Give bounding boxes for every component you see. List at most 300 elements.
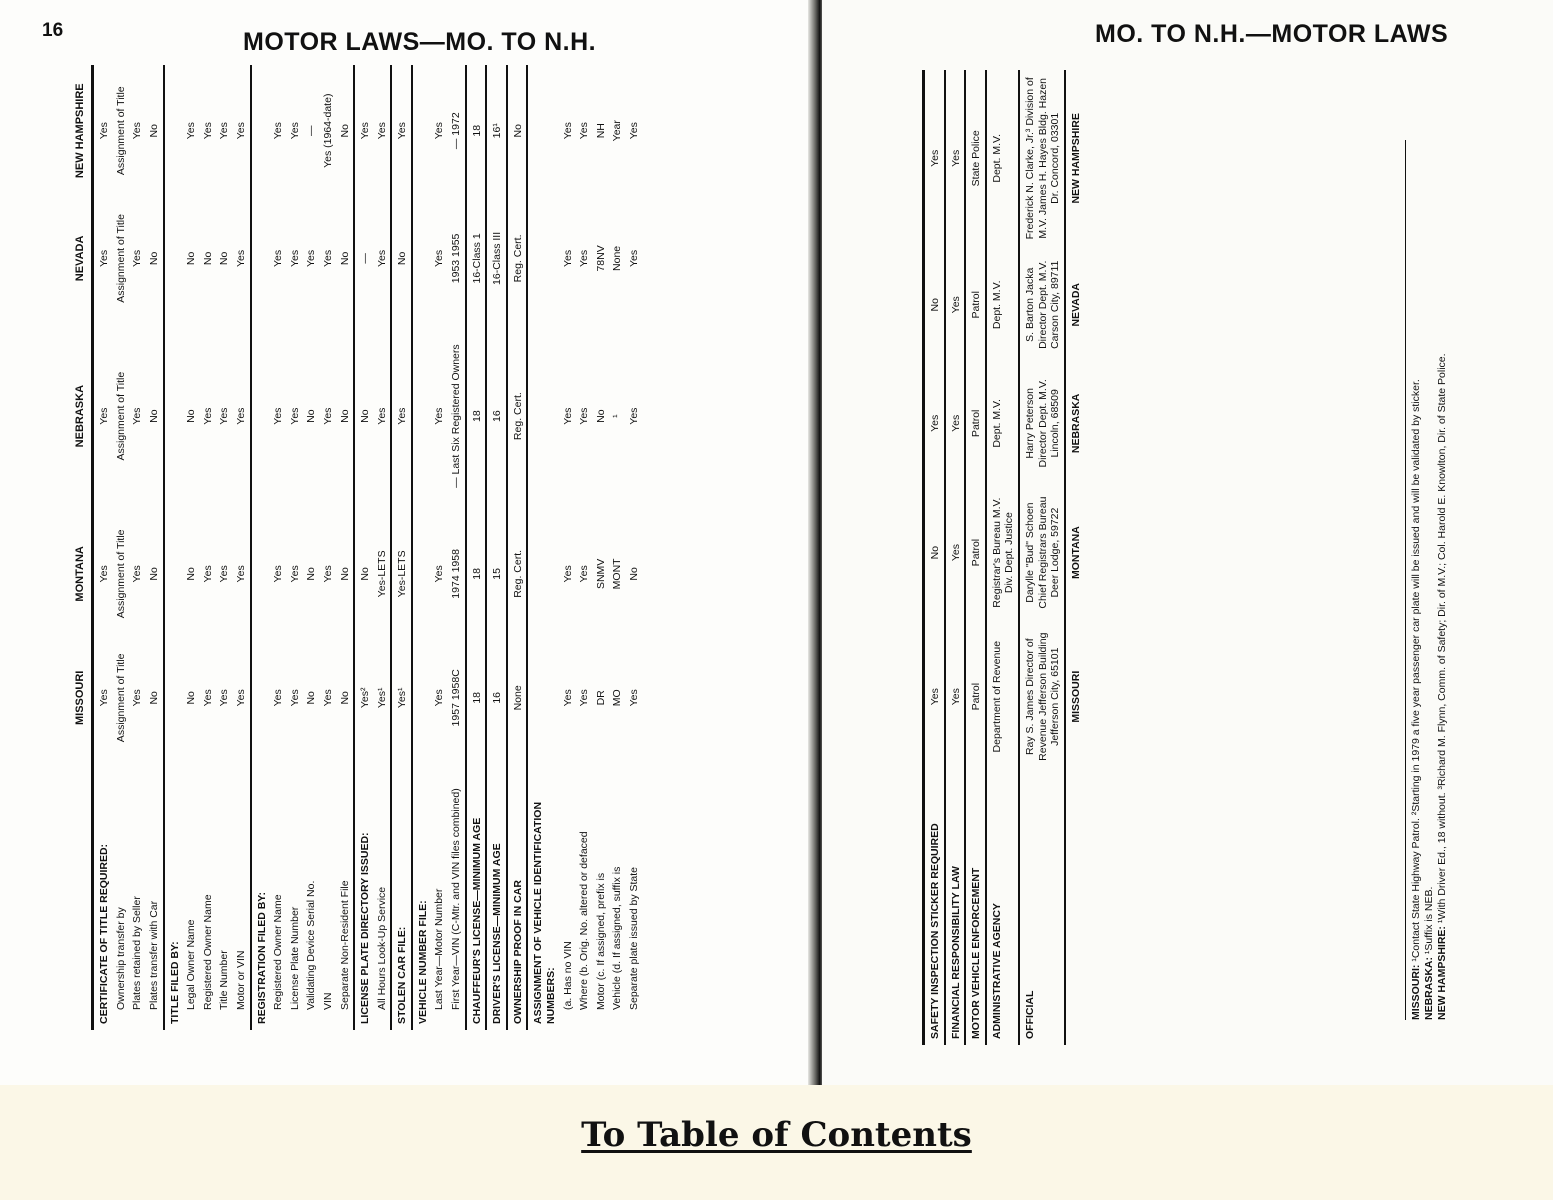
cell-value: Yes xyxy=(288,249,301,267)
table-row xyxy=(320,65,337,1030)
cell-value: Yes xyxy=(272,249,285,267)
cell-value: No xyxy=(201,251,214,266)
cell-value: Yes xyxy=(433,689,446,707)
table-row xyxy=(593,65,610,1030)
cell-value: 16-Class III xyxy=(486,196,507,320)
cell-value xyxy=(251,320,271,511)
cell-value: Yes xyxy=(945,621,966,772)
table-of-contents-link[interactable]: To Table of Contents xyxy=(581,1115,972,1155)
row-label-text: CERTIFICATE OF TITLE REQUIRED: xyxy=(98,843,111,1024)
cell-value: No xyxy=(354,512,374,636)
row-label xyxy=(593,760,610,1030)
cell-value: Reg. Cert. xyxy=(507,196,528,320)
cell-value: 18 xyxy=(466,636,487,760)
row-label xyxy=(576,760,593,1030)
cell-value: No xyxy=(338,409,351,423)
row-label xyxy=(233,760,251,1030)
row-label xyxy=(560,760,577,1030)
row-label-text: ADMINISTRATIVE AGENCY xyxy=(990,903,1003,1039)
row-label-text: Plates retained by Seller xyxy=(131,896,144,1010)
footnote-state: NEBRASKA: xyxy=(1423,957,1436,1020)
table-corner xyxy=(72,760,93,1030)
cell-value: Yes xyxy=(375,249,388,267)
cell-value: Yes xyxy=(561,249,574,267)
row-label xyxy=(374,760,392,1030)
cell-value: — xyxy=(354,196,374,320)
cell-value: Yes xyxy=(628,122,640,140)
state-column-footer: NEW HAMPSHIRE xyxy=(1065,70,1085,247)
row-label-text: Vehicle (d. If assigned, suffix is xyxy=(611,866,624,1010)
cell-value: Yes-LETS xyxy=(375,550,388,598)
cell-value: Yes xyxy=(131,249,144,267)
cell-value: No xyxy=(147,691,160,705)
row-label-text: CHAUFFEUR'S LICENSE—MINIMUM AGE xyxy=(470,817,483,1024)
row-label-text: REGISTRATION FILED BY: xyxy=(255,891,268,1024)
table-row xyxy=(507,65,528,1030)
cell-value xyxy=(527,196,559,320)
cell-value: — xyxy=(305,125,318,136)
cell-value: Yes xyxy=(201,565,214,583)
cell-value: Yes xyxy=(321,565,334,583)
cell-value: No xyxy=(338,691,351,705)
table-row xyxy=(251,65,271,1030)
cell-value: Yes² xyxy=(354,636,374,760)
footnote-line xyxy=(1436,140,1449,1020)
table-row xyxy=(965,70,986,1045)
row-label-text: Plates transfer with Car xyxy=(147,900,160,1010)
cell-value: Yes xyxy=(272,122,285,140)
cell-value: No xyxy=(305,409,318,423)
cell-value: No xyxy=(147,251,160,266)
cell-value: Yes xyxy=(924,70,945,247)
cell-value: Yes¹ xyxy=(375,687,388,709)
row-group-label xyxy=(412,760,432,1030)
row-label xyxy=(183,760,200,1030)
cell-value: Frederick N. Clarke, Jr.³ Division of M.V. James H. Hayes Bldg. Hazen Dr. Concord, 03301 xyxy=(1019,70,1065,247)
cell-value: DR xyxy=(594,690,607,706)
cell-value: No xyxy=(185,691,198,705)
cell-value: Yes xyxy=(272,689,285,707)
cell-value: Reg. Cert. xyxy=(507,320,528,511)
row-group-label xyxy=(507,760,528,1030)
cell-value: Yes xyxy=(131,122,144,140)
row-label-text: OWNERSHIP PROOF IN CAR xyxy=(511,880,524,1024)
cell-value: 16¹ xyxy=(486,65,507,196)
row-group-label xyxy=(924,772,945,1045)
row-label-text: MOTOR VEHICLE ENFORCEMENT xyxy=(970,867,983,1039)
cell-value xyxy=(251,636,271,760)
row-group-label xyxy=(945,772,966,1045)
table-row xyxy=(287,65,304,1030)
cell-value: Yes xyxy=(628,407,640,425)
cell-value: Yes xyxy=(234,689,247,707)
cell-value: Yes xyxy=(924,621,945,772)
cell-value xyxy=(527,65,559,196)
row-label xyxy=(129,760,146,1030)
cell-value xyxy=(164,512,184,636)
cell-value: Assignment of Title xyxy=(114,214,127,303)
right-page-header: MO. TO N.H.—MOTOR LAWS xyxy=(1095,20,1449,48)
cell-value: Yes xyxy=(375,407,388,425)
table-row xyxy=(431,65,448,1030)
row-group-label xyxy=(486,760,507,1030)
cell-value: Yes xyxy=(272,407,285,425)
cell-value: Yes xyxy=(561,689,574,707)
table-row xyxy=(391,65,412,1030)
cell-value: Yes xyxy=(288,122,301,140)
footnote-text: ¹With Driver Ed., 18 without. ³Richard M. Flynn, Comm. of Safety; Dir. of M.V.; Col. Harold E. Knowlton, Dir. of State Police. xyxy=(1436,353,1449,927)
cell-value: Yes¹ xyxy=(391,636,412,760)
row-label-text: VIN xyxy=(321,992,334,1010)
toc-link-container xyxy=(0,1115,1553,1155)
footnote-text: ¹Suffix is NEB. xyxy=(1423,886,1436,957)
cell-value: No xyxy=(218,251,231,266)
cell-value: Yes xyxy=(272,565,285,583)
cell-value: Registrar's Bureau M.V. Div. Dept. Justice xyxy=(986,484,1019,622)
row-label-text: DRIVER'S LICENSE—MINIMUM AGE xyxy=(491,843,504,1024)
table-row xyxy=(270,65,287,1030)
cell-value: Yes xyxy=(578,249,591,267)
cell-value: Yes xyxy=(578,407,591,425)
cell-value xyxy=(527,512,559,636)
row-group-label xyxy=(466,760,487,1030)
state-column-footer: NEVADA xyxy=(1065,247,1085,363)
cell-value: 18 xyxy=(466,320,487,511)
cell-value xyxy=(527,636,559,760)
cell-value xyxy=(251,196,271,320)
table-row xyxy=(337,65,355,1030)
table-row xyxy=(354,65,374,1030)
row-label-text: TITLE FILED BY: xyxy=(168,941,181,1024)
cell-value: Yes xyxy=(234,122,247,140)
table-row xyxy=(129,65,146,1030)
cell-value: None xyxy=(507,636,528,760)
motor-laws-table-1 xyxy=(72,65,812,1030)
cell-value: Yes xyxy=(924,363,945,484)
cell-value: Yes xyxy=(234,407,247,425)
cell-value: Dept. M.V. xyxy=(986,247,1019,363)
row-label-text: Separate plate issued by State xyxy=(628,866,640,1010)
row-label xyxy=(287,760,304,1030)
table-row xyxy=(609,65,626,1030)
cell-value: Yes xyxy=(131,565,144,583)
cell-value xyxy=(251,65,271,196)
cell-value: SNMV xyxy=(594,558,607,590)
cell-value: Yes xyxy=(201,689,214,707)
cell-value: Yes xyxy=(561,407,574,425)
table-row xyxy=(560,65,577,1030)
table-row xyxy=(374,65,392,1030)
cell-value: 1953 1955 xyxy=(450,233,463,284)
row-group-label xyxy=(986,772,1019,1045)
cell-value: Yes xyxy=(93,512,113,636)
cell-value: Yes xyxy=(945,484,966,622)
table-row xyxy=(466,65,487,1030)
row-label-text: License Plate Number xyxy=(288,906,301,1010)
cell-value xyxy=(527,320,559,511)
cell-value xyxy=(164,636,184,760)
cell-value: State Police xyxy=(965,70,986,247)
row-label xyxy=(303,760,320,1030)
cell-value: Yes xyxy=(561,122,574,140)
cell-value: Yes xyxy=(288,689,301,707)
row-label xyxy=(270,760,287,1030)
row-label xyxy=(626,760,643,1030)
cell-value xyxy=(164,65,184,196)
cell-value: 1974 1958 xyxy=(450,549,463,599)
cell-value: No xyxy=(338,124,351,138)
cell-value xyxy=(164,320,184,511)
cell-value: NH xyxy=(594,123,607,139)
cell-value: 18 xyxy=(466,65,487,196)
table-row xyxy=(164,65,184,1030)
cell-value: Patrol xyxy=(965,247,986,363)
row-label xyxy=(113,760,130,1030)
cell-value: No xyxy=(305,567,318,581)
cell-value: — Last Six Registered Owners xyxy=(450,344,463,488)
row-label-text: FINANCIAL RESPONSIBILITY LAW xyxy=(949,866,962,1039)
row-label xyxy=(609,760,626,1030)
cell-value: No xyxy=(185,251,198,266)
cell-value: Department of Revenue xyxy=(986,621,1019,772)
cell-value: No xyxy=(305,691,318,705)
state-column-header: NEW HAMPSHIRE xyxy=(72,65,93,196)
row-label-text: LICENSE PLATE DIRECTORY ISSUED: xyxy=(359,832,372,1024)
row-label-text: Last Year—Motor Number xyxy=(433,888,446,1010)
footnote-line xyxy=(1410,140,1423,1020)
row-label-text: Motor or VIN xyxy=(234,950,247,1010)
row-label xyxy=(448,760,466,1030)
row-group-label xyxy=(1019,772,1065,1045)
table-row xyxy=(486,65,507,1030)
cell-value: Yes xyxy=(234,249,247,267)
cell-value: Yes xyxy=(433,407,446,425)
cell-value: Yes xyxy=(201,122,214,140)
cell-value: Yes xyxy=(433,249,446,267)
cell-value: No xyxy=(924,247,945,363)
cell-value: Yes xyxy=(234,565,247,583)
row-label xyxy=(320,760,337,1030)
row-label-text: Validating Device Serial No. xyxy=(305,880,318,1010)
cell-value: Yes xyxy=(945,70,966,247)
cell-value: Yes xyxy=(433,565,446,583)
state-column-footer: MISSOURI xyxy=(1065,621,1085,772)
cell-value: Patrol xyxy=(965,621,986,772)
cell-value: No xyxy=(185,567,198,581)
state-column-footer: NEBRASKA xyxy=(1065,363,1085,484)
cell-value: Yes xyxy=(288,407,301,425)
cell-value: Dept. M.V. xyxy=(986,70,1019,247)
row-label-text: All Hours Look-Up Service xyxy=(375,886,388,1010)
footnote-text: ¹Contact State Highway Patrol. ²Starting in 1979 a five year passenger car plate will be issued and will be validated by sticker. xyxy=(1410,379,1422,965)
row-label-text: ASSIGNMENT OF VEHICLE IDENTIFICATION NUMBERS: xyxy=(532,801,558,1024)
cell-value xyxy=(412,320,432,511)
cell-value: Yes xyxy=(321,407,334,425)
cell-value: Yes xyxy=(218,565,231,583)
cell-value: MONT xyxy=(611,558,624,590)
cell-value: Yes xyxy=(375,122,388,140)
state-column-header: MISSOURI xyxy=(72,636,93,760)
cell-value: No xyxy=(507,65,528,196)
row-label xyxy=(216,760,233,1030)
cell-value: Yes xyxy=(391,320,412,511)
table-row xyxy=(216,65,233,1030)
cell-value: No xyxy=(354,320,374,511)
cell-value: Yes (1964-date) xyxy=(321,93,334,168)
table-row xyxy=(986,70,1019,1045)
cell-value: Yes xyxy=(561,565,574,583)
cell-value: No xyxy=(628,567,640,581)
cell-value: No xyxy=(185,409,198,423)
cell-value: Yes xyxy=(321,249,334,267)
cell-value xyxy=(412,65,432,196)
row-label-text: Where (b. Orig. No. altered or defaced xyxy=(578,831,591,1010)
cell-value: Assignment of Title xyxy=(114,371,127,461)
table-row xyxy=(626,65,643,1030)
row-label xyxy=(146,760,164,1030)
row-label-text: (a. Has no VIN xyxy=(561,941,574,1010)
row-label-text: OFFICIAL xyxy=(1023,990,1036,1039)
cell-value: Assignment of Title xyxy=(114,86,127,176)
cell-value: Yes xyxy=(185,122,198,140)
cell-value: Yes xyxy=(628,249,640,267)
cell-value: Patrol xyxy=(965,484,986,622)
cell-value: Yes xyxy=(218,689,231,707)
table-row xyxy=(576,65,593,1030)
cell-value: ¹ xyxy=(611,414,624,418)
table-row xyxy=(303,65,320,1030)
cell-value xyxy=(412,636,432,760)
table-row xyxy=(93,65,113,1030)
row-group-label xyxy=(391,760,412,1030)
cell-value: Assignment of Title xyxy=(114,529,127,619)
state-column-header: NEBRASKA xyxy=(72,320,93,511)
row-label-text: STOLEN CAR FILE: xyxy=(396,926,409,1024)
cell-value: Yes xyxy=(218,407,231,425)
cell-value: Yes xyxy=(93,320,113,511)
cell-value: No xyxy=(147,124,160,138)
row-label xyxy=(431,760,448,1030)
table-row xyxy=(113,65,130,1030)
cell-value: No xyxy=(338,251,351,266)
cell-value: 15 xyxy=(486,512,507,636)
cell-value: Yes xyxy=(201,407,214,425)
row-label-text: First Year—VIN (C-Mtr. and VIN files combined) xyxy=(450,788,463,1010)
cell-value: Yes xyxy=(945,247,966,363)
cell-value: No xyxy=(147,567,160,581)
state-column-header: NEVADA xyxy=(72,196,93,320)
table-row xyxy=(200,65,217,1030)
cell-value: 16 xyxy=(486,320,507,511)
cell-value: Yes xyxy=(321,689,334,707)
row-label-text: Ownership transfer by xyxy=(114,907,127,1010)
cell-value: No xyxy=(594,409,607,423)
footnote-state: NEW HAMPSHIRE: xyxy=(1436,926,1449,1020)
table-row xyxy=(146,65,164,1030)
row-group-label xyxy=(527,760,559,1030)
cell-value: Yes xyxy=(391,65,412,196)
cell-value: Yes xyxy=(93,65,113,196)
row-label-text: Registered Owner Name xyxy=(201,894,214,1010)
state-column-footer: MONTANA xyxy=(1065,484,1085,622)
row-group-label xyxy=(93,760,113,1030)
cell-value: MO xyxy=(611,689,624,707)
row-label xyxy=(200,760,217,1030)
left-page xyxy=(0,0,815,1085)
table-row xyxy=(233,65,251,1030)
row-label-text: Title Number xyxy=(218,950,231,1010)
cell-value xyxy=(164,196,184,320)
cell-value: 16 xyxy=(486,636,507,760)
cell-value: Dept. M.V. xyxy=(986,363,1019,484)
page-number: 16 xyxy=(42,20,64,41)
cell-value: Yes xyxy=(578,122,591,140)
cell-value: No xyxy=(338,567,351,581)
state-column-header: MONTANA xyxy=(72,512,93,636)
table-row xyxy=(924,70,945,1045)
cell-value: 18 xyxy=(466,512,487,636)
table-corner xyxy=(1065,772,1085,1045)
cell-value: Yes xyxy=(354,65,374,196)
cell-value: None xyxy=(611,245,624,271)
row-label-text: Separate Non-Resident File xyxy=(338,880,351,1010)
cell-value: Yes xyxy=(945,363,966,484)
cell-value: No xyxy=(147,409,160,423)
cell-value: Darylle "Bud" Schoen Chief Registrars Bureau Deer Lodge, 59722 xyxy=(1019,484,1065,622)
cell-value: 16-Class 1 xyxy=(466,196,487,320)
cell-value: Yes xyxy=(93,196,113,320)
cell-value: Yes xyxy=(578,689,591,707)
row-group-label xyxy=(164,760,184,1030)
row-label-text: VEHICLE NUMBER FILE: xyxy=(416,900,429,1024)
cell-value: Yes xyxy=(93,636,113,760)
cell-value: — 1972 xyxy=(450,112,463,150)
row-label xyxy=(337,760,355,1030)
cell-value xyxy=(251,512,271,636)
cell-value: Yes xyxy=(131,407,144,425)
footnotes xyxy=(1405,140,1490,1020)
cell-value xyxy=(412,512,432,636)
row-label-text: SAFETY INSPECTION STICKER REQUIRED xyxy=(929,823,941,1039)
cell-value: Yes xyxy=(578,565,591,583)
cell-value: Yes xyxy=(288,565,301,583)
cell-value: No xyxy=(924,484,945,622)
cell-value: 1957 1958C xyxy=(450,669,463,727)
cell-value: Yes xyxy=(433,122,446,140)
row-group-label xyxy=(251,760,271,1030)
cell-value: Harry Peterson Director Dept. M.V. Lincoln, 68509 xyxy=(1019,363,1065,484)
left-page-header: MOTOR LAWS—MO. TO N.H. xyxy=(243,28,597,56)
table-row xyxy=(448,65,466,1030)
table-row xyxy=(1019,70,1065,1045)
cell-value: Yes-LETS xyxy=(391,512,412,636)
row-label-text: Legal Owner Name xyxy=(185,919,198,1010)
cell-value: 78NV xyxy=(594,245,607,272)
cell-value xyxy=(412,196,432,320)
table-row xyxy=(183,65,200,1030)
row-group-label xyxy=(965,772,986,1045)
cell-value: Assignment of Title xyxy=(114,653,127,743)
cell-value: No xyxy=(391,196,412,320)
cell-value: Yes xyxy=(218,122,231,140)
row-group-label xyxy=(354,760,374,1030)
cell-value: Reg. Cert. xyxy=(507,512,528,636)
table-row xyxy=(412,65,432,1030)
table-row xyxy=(527,65,559,1030)
cell-value: Yes xyxy=(628,689,640,707)
cell-value: S. Barton Jacka Director Dept. M.V. Carson City, 89711 xyxy=(1019,247,1065,363)
footnote-state: MISSOURI: xyxy=(1410,964,1422,1020)
